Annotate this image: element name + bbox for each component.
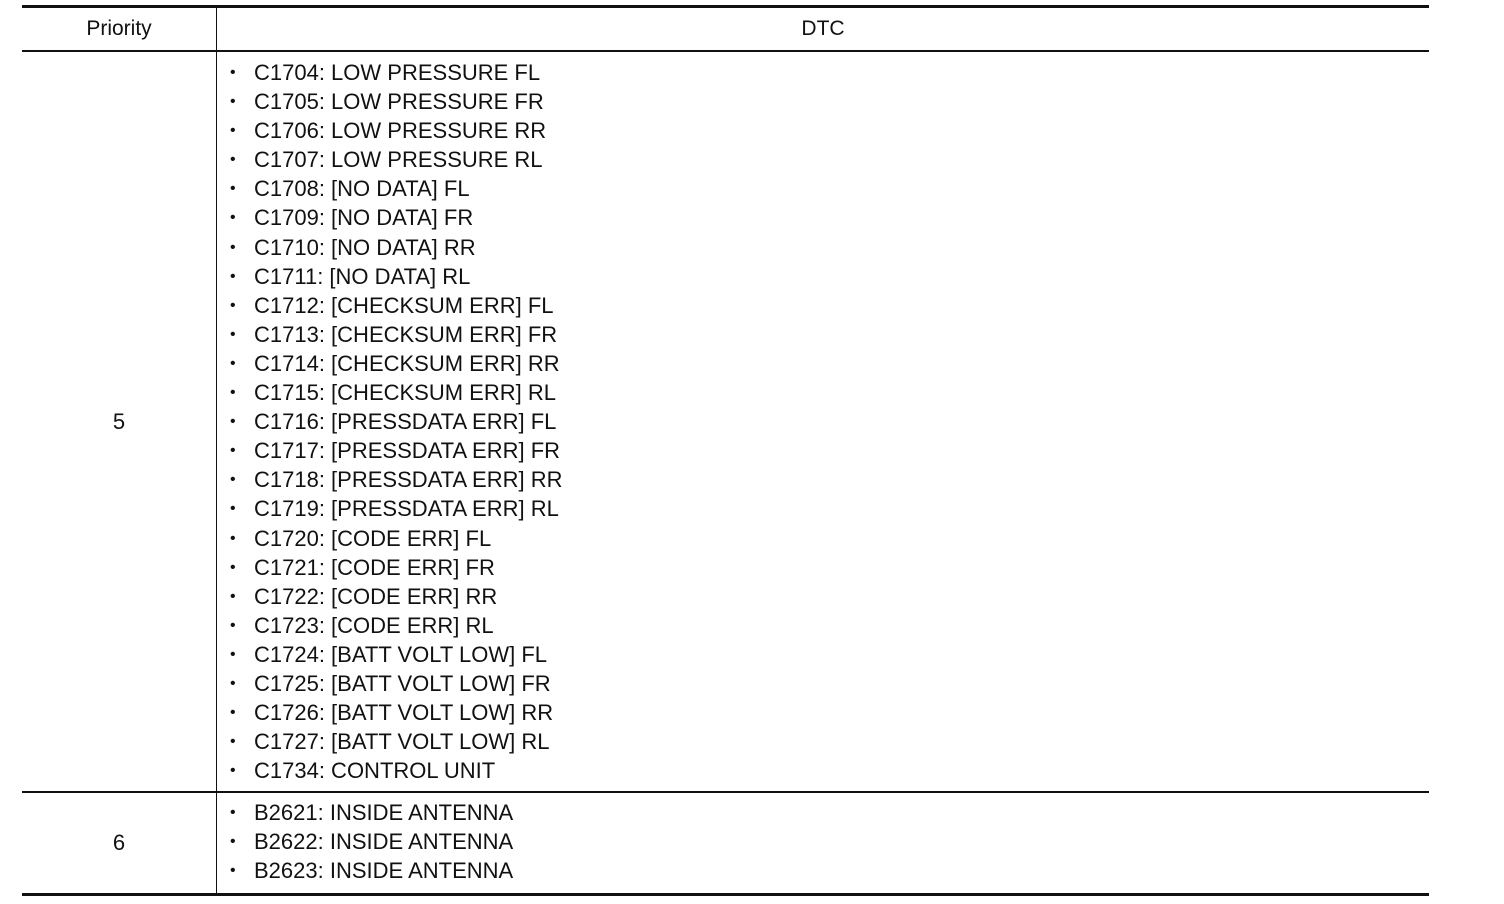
bullet-icon: • bbox=[230, 645, 236, 663]
dtc-code-text: C1716: [PRESSDATA ERR] FL bbox=[254, 409, 557, 435]
list-item bbox=[217, 87, 1429, 116]
bullet-icon: • bbox=[230, 529, 236, 547]
dtc-code-text: C1707: LOW PRESSURE RL bbox=[254, 147, 543, 173]
bullet-icon: • bbox=[230, 267, 236, 285]
bullet-icon: • bbox=[230, 209, 236, 227]
dtc-code-text: C1717: [PRESSDATA ERR] FR bbox=[254, 438, 561, 464]
bullet-icon: • bbox=[230, 804, 236, 821]
bullet-icon: • bbox=[230, 674, 236, 692]
list-item bbox=[217, 524, 1429, 553]
dtc-code-text: C1714: [CHECKSUM ERR] RR bbox=[254, 350, 560, 376]
bullet-icon: • bbox=[230, 64, 236, 81]
list-item bbox=[217, 553, 1429, 582]
bullet-icon: • bbox=[230, 442, 236, 460]
dtc-code-text: C1725: [BATT VOLT LOW] FR bbox=[254, 670, 551, 696]
bullet-icon: • bbox=[230, 471, 236, 489]
dtc-code-text: C1710: [NO DATA] RR bbox=[254, 234, 476, 260]
bullet-icon: • bbox=[230, 762, 236, 780]
dtc-code-text: C1723: [CODE ERR] RL bbox=[254, 612, 494, 638]
priority-column-header: Priority bbox=[22, 8, 217, 50]
dtc-code-text: C1726: [BATT VOLT LOW] RR bbox=[254, 700, 554, 726]
list-item bbox=[217, 407, 1429, 436]
dtc-code-text: C1712: [CHECKSUM ERR] FL bbox=[254, 292, 554, 318]
dtc-code-text: C1704: LOW PRESSURE FL bbox=[254, 60, 541, 85]
priority-cell bbox=[22, 793, 217, 893]
bullet-icon: • bbox=[230, 296, 236, 314]
dtc-priority-table bbox=[22, 5, 1429, 896]
bullet-icon: • bbox=[230, 616, 236, 634]
dtc-code-text: C1721: [CODE ERR] FR bbox=[254, 554, 495, 580]
dtc-code-text: C1713: [CHECKSUM ERR] FR bbox=[254, 321, 558, 347]
bullet-icon: • bbox=[230, 558, 236, 576]
dtc-code-text: C1706: LOW PRESSURE RR bbox=[254, 118, 547, 144]
list-item bbox=[217, 262, 1429, 291]
table-row bbox=[22, 793, 1429, 893]
dtc-code-text: C1724: [BATT VOLT LOW] FL bbox=[254, 641, 548, 667]
dtc-list bbox=[217, 52, 1429, 785]
dtc-code-text: C1722: [CODE ERR] RR bbox=[254, 583, 498, 609]
dtc-cell bbox=[217, 793, 1429, 893]
list-item bbox=[217, 233, 1429, 262]
list-item bbox=[217, 291, 1429, 320]
bullet-icon: • bbox=[230, 325, 236, 343]
list-item bbox=[217, 465, 1429, 494]
dtc-code-text: C1709: [NO DATA] FR bbox=[254, 205, 474, 231]
table-header-row bbox=[22, 8, 1429, 52]
dtc-code-text: C1708: [NO DATA] FL bbox=[254, 176, 470, 202]
bullet-icon: • bbox=[230, 238, 236, 256]
bullet-icon: • bbox=[230, 413, 236, 431]
bullet-icon: • bbox=[230, 704, 236, 722]
dtc-code-text: C1727: [BATT VOLT LOW] RL bbox=[254, 729, 550, 755]
dtc-code-text: B2621: INSIDE ANTENNA bbox=[254, 800, 514, 825]
bullet-icon: • bbox=[230, 733, 236, 751]
list-item bbox=[217, 174, 1429, 203]
bullet-icon: • bbox=[230, 354, 236, 372]
dtc-code-text: B2622: INSIDE ANTENNA bbox=[254, 829, 514, 855]
list-item bbox=[217, 582, 1429, 611]
dtc-code-text: C1705: LOW PRESSURE FR bbox=[254, 89, 544, 115]
dtc-code-text: C1719: [PRESSDATA ERR] RL bbox=[254, 496, 559, 522]
dtc-code-text: B2623: INSIDE ANTENNA bbox=[254, 858, 514, 884]
list-item bbox=[217, 698, 1429, 727]
dtc-code-text: C1715: [CHECKSUM ERR] RL bbox=[254, 380, 556, 406]
dtc-code-text: C1734: CONTROL UNIT bbox=[254, 758, 496, 784]
priority-value: 5 bbox=[112, 408, 126, 434]
list-item bbox=[217, 494, 1429, 523]
bullet-icon: • bbox=[230, 180, 236, 198]
priority-cell bbox=[22, 52, 217, 791]
bullet-icon: • bbox=[230, 151, 236, 169]
dtc-list bbox=[217, 793, 1429, 885]
list-item bbox=[217, 856, 1429, 885]
list-item bbox=[217, 349, 1429, 378]
list-item bbox=[217, 378, 1429, 407]
bullet-icon: • bbox=[230, 384, 236, 402]
bullet-icon: • bbox=[230, 833, 236, 851]
list-item bbox=[217, 611, 1429, 640]
list-item bbox=[217, 58, 1429, 87]
bullet-icon: • bbox=[230, 862, 236, 880]
bullet-icon: • bbox=[230, 587, 236, 605]
bullet-icon: • bbox=[230, 93, 236, 111]
list-item bbox=[217, 320, 1429, 349]
bullet-icon: • bbox=[230, 122, 236, 140]
table-row bbox=[22, 52, 1429, 793]
list-item bbox=[217, 756, 1429, 785]
list-item bbox=[217, 145, 1429, 174]
list-item bbox=[217, 436, 1429, 465]
list-item bbox=[217, 669, 1429, 698]
dtc-code-text: C1718: [PRESSDATA ERR] RR bbox=[254, 467, 563, 493]
bullet-icon: • bbox=[230, 500, 236, 518]
list-item bbox=[217, 116, 1429, 145]
priority-value: 6 bbox=[112, 830, 126, 855]
dtc-column-header: DTC bbox=[801, 17, 845, 40]
dtc-cell bbox=[217, 52, 1429, 791]
list-item bbox=[217, 798, 1429, 827]
dtc-code-text: C1720: [CODE ERR] FL bbox=[254, 525, 492, 551]
list-item bbox=[217, 827, 1429, 856]
list-item bbox=[217, 640, 1429, 669]
list-item bbox=[217, 203, 1429, 232]
list-item bbox=[217, 727, 1429, 756]
dtc-code-text: C1711: [NO DATA] RL bbox=[254, 263, 471, 289]
